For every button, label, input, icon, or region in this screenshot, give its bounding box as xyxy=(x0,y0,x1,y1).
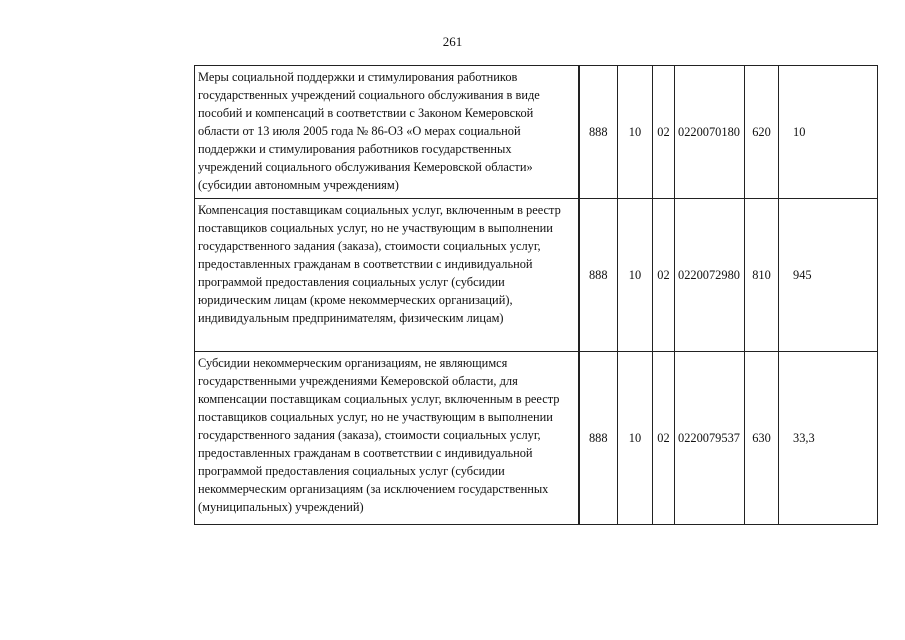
budget-table xyxy=(194,65,878,525)
subsection-code: 02 xyxy=(653,66,675,199)
description-line: поддержки и стимулирования работников государственных xyxy=(198,142,512,156)
description-line: поставщиков социальных услуг, но не участвующим в выполнении xyxy=(198,221,553,235)
description-line: индивидуальным предпринимателям, физическим лицам) xyxy=(198,311,504,325)
description-line: государственных учреждений социального обслуживания в виде xyxy=(198,88,540,102)
description-line: (субсидии автономным учреждениям) xyxy=(198,178,399,192)
table-row xyxy=(195,352,878,525)
table-row xyxy=(195,66,878,199)
description-line: программой предоставления социальных услуг (субсидии xyxy=(198,464,505,478)
description-line: Компенсация поставщикам социальных услуг, включенным в реестр xyxy=(198,203,561,217)
ministry-code: 888 xyxy=(579,66,618,199)
row-description xyxy=(195,66,579,199)
description-line: предоставленных гражданам в соответствии с индивидуальной xyxy=(198,446,533,460)
description-line: государственного задания (заказа), стоимости социальных услуг, xyxy=(198,428,541,442)
description-line: учреждений социального обслуживания Кемеровской области» xyxy=(198,160,533,174)
description-line: государственными учреждениями Кемеровской области, для xyxy=(198,374,518,388)
subsection-code: 02 xyxy=(653,352,675,525)
expense-type-code: 630 xyxy=(745,352,779,525)
amount-value: 10 xyxy=(779,66,878,199)
description-line: предоставленных гражданам в соответствии с индивидуальной xyxy=(198,257,533,271)
ministry-code: 888 xyxy=(579,199,618,352)
subsection-code: 02 xyxy=(653,199,675,352)
description-line: юридическим лицам (кроме некоммерческих организаций), xyxy=(198,293,513,307)
amount-value: 33,3 xyxy=(779,352,878,525)
expense-type-code: 620 xyxy=(745,66,779,199)
description-line: Субсидии некоммерческим организациям, не являющимся xyxy=(198,356,508,370)
description-line: программой предоставления социальных услуг (субсидии xyxy=(198,275,505,289)
target-article-code: 0220070180 xyxy=(675,66,745,199)
target-article-code: 0220079537 xyxy=(675,352,745,525)
row-description xyxy=(195,199,579,352)
description-line: компенсации поставщикам социальных услуг, включенным в реестр xyxy=(198,392,560,406)
section-code: 10 xyxy=(618,199,653,352)
description-line: государственного задания (заказа), стоимости социальных услуг, xyxy=(198,239,541,253)
page-number: 261 xyxy=(442,34,463,49)
row-description xyxy=(195,352,579,525)
description-line: области от 13 июля 2005 года № 86-ОЗ «О мерах социальной xyxy=(198,124,521,138)
ministry-code: 888 xyxy=(579,352,618,525)
expense-type-code: 810 xyxy=(745,199,779,352)
target-article-code: 0220072980 xyxy=(675,199,745,352)
description-line: Меры социальной поддержки и стимулирования работников xyxy=(198,70,518,84)
section-code: 10 xyxy=(618,352,653,525)
description-line: (муниципальных) учреждений) xyxy=(198,500,364,514)
section-code: 10 xyxy=(618,66,653,199)
description-line: поставщиков социальных услуг, но не участвующим в выполнении xyxy=(198,410,553,424)
amount-value: 945 xyxy=(779,199,878,352)
description-line: пособий и компенсаций в соответствии с Законом Кемеровской xyxy=(198,106,534,120)
table-row xyxy=(195,199,878,352)
description-line: некоммерческим организациям (за исключением государственных xyxy=(198,482,549,496)
